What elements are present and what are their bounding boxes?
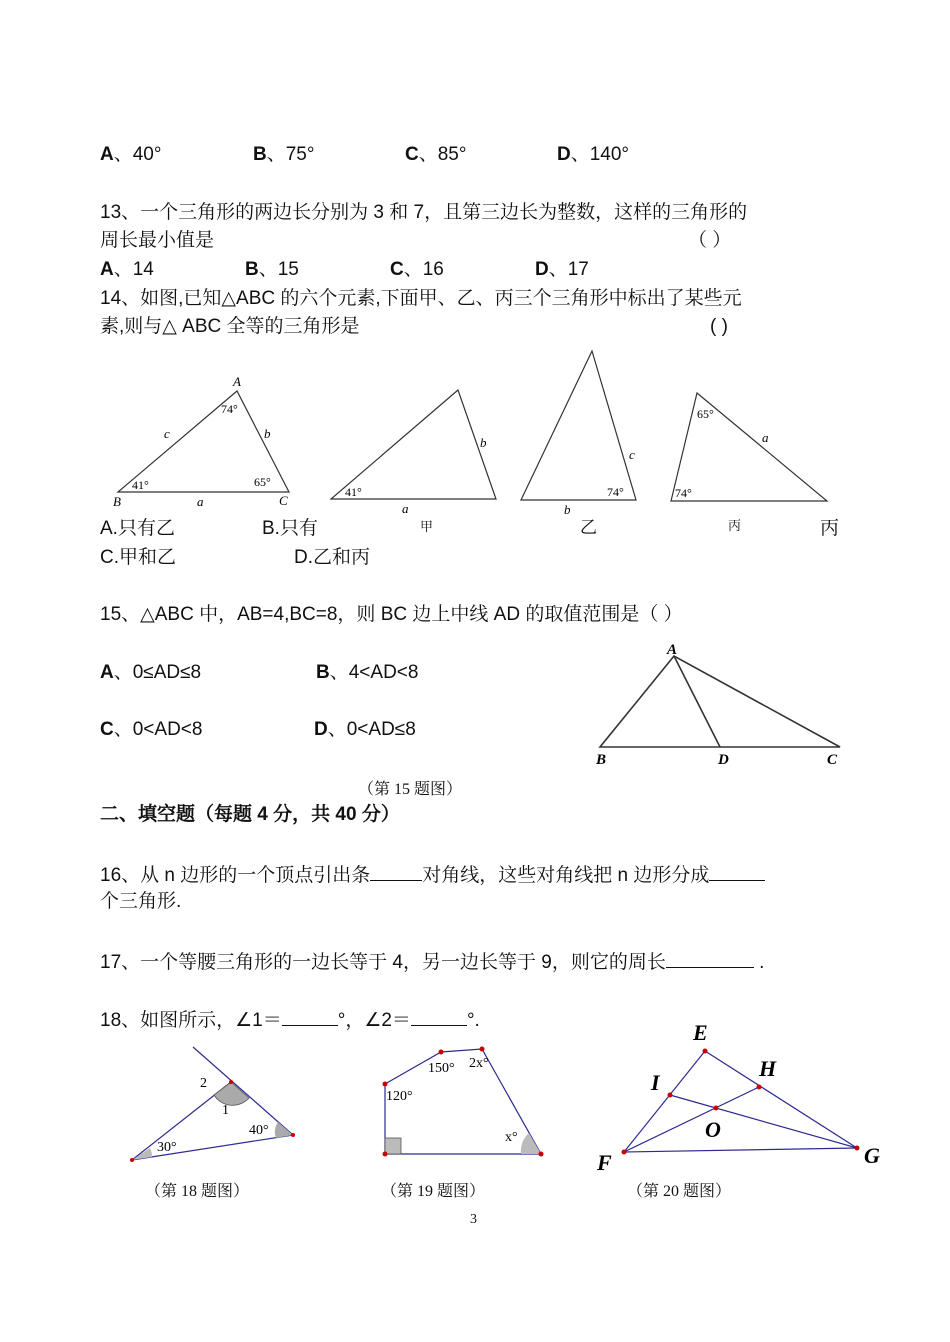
fig20-caption: （第 20 题图） bbox=[627, 1183, 732, 1200]
q12-option-b: B、75° bbox=[253, 144, 315, 165]
label-c: c bbox=[629, 447, 635, 462]
label-b: b bbox=[564, 502, 571, 517]
section-2-heading: 二、填空题（每题 4 分，共 40 分） bbox=[100, 804, 400, 825]
fig19-caption: （第 19 题图） bbox=[381, 1183, 486, 1200]
q15-option-d: D、0<AD≤8 bbox=[314, 719, 416, 740]
q13-answer-paren: （ ） bbox=[688, 230, 732, 251]
q14-option-b: B.只有 bbox=[262, 518, 318, 539]
q14-option-b-tail: 丙 bbox=[820, 518, 840, 539]
q14-fig-name-yi: 乙 bbox=[580, 518, 597, 537]
label-D: D bbox=[718, 752, 729, 768]
q15-caption: （第 15 题图） bbox=[358, 781, 463, 798]
angle-2x: 2x° bbox=[469, 1056, 489, 1071]
q14-option-a: A.只有乙 bbox=[100, 518, 175, 539]
q12-option-d: D、140° bbox=[557, 144, 630, 165]
label-B: B bbox=[596, 752, 607, 768]
label-2: 2 bbox=[200, 1076, 207, 1091]
q16-line2: 个三角形. bbox=[100, 891, 182, 912]
angle-B: 41° bbox=[132, 478, 149, 492]
angle-40: 40° bbox=[249, 1123, 269, 1138]
angle-74: 74° bbox=[675, 486, 692, 500]
q14-stem-line1: 14、如图,已知△ABC 的六个元素,下面甲、乙、丙三个三角形中标出了某些元 bbox=[100, 288, 742, 309]
page-number: 3 bbox=[470, 1212, 477, 1227]
angle-x: x° bbox=[505, 1130, 518, 1145]
label-B: B bbox=[113, 494, 121, 509]
angle-C: 65° bbox=[254, 475, 271, 489]
q13-option-c: C、16 bbox=[390, 259, 444, 280]
label-O: O bbox=[705, 1117, 721, 1142]
q15-option-a: A、0≤AD≤8 bbox=[100, 662, 202, 683]
q18-line: 18、如图所示，∠1＝ °，∠2＝ °. bbox=[100, 1005, 480, 1034]
label-a: a bbox=[402, 501, 409, 516]
angle-30: 30° bbox=[157, 1140, 177, 1155]
q13-stem-line1: 13、一个三角形的两边长分别为 3 和 7，且第三边长为整数，这样的三角形的 bbox=[100, 202, 748, 223]
label-H: H bbox=[759, 1056, 777, 1081]
q15-option-c: C、0<AD<8 bbox=[100, 719, 203, 740]
q17-line: 17、一个等腰三角形的一边长等于 4，另一边长等于 9，则它的周长 . bbox=[100, 947, 764, 976]
label-C: C bbox=[279, 493, 288, 508]
q13-option-b: B、15 bbox=[245, 259, 299, 280]
label-A: A bbox=[667, 642, 678, 658]
q14-fig-name-jia: 甲 bbox=[420, 519, 434, 534]
label-I: I bbox=[651, 1070, 660, 1095]
angle-65: 65° bbox=[697, 407, 714, 421]
angle-41: 41° bbox=[345, 485, 362, 499]
label-b: b bbox=[480, 435, 487, 450]
angle-120: 120° bbox=[386, 1089, 413, 1104]
label-C: C bbox=[827, 752, 838, 768]
q14-answer-paren: ( ) bbox=[710, 316, 728, 337]
q16-line1: 16、从 n 边形的一个顶点引出条 对角线，这些对角线把 n 边形分成 bbox=[100, 860, 765, 889]
q14-option-d: D.乙和丙 bbox=[294, 547, 371, 568]
label-1: 1 bbox=[222, 1103, 229, 1118]
angle-150: 150° bbox=[428, 1061, 455, 1076]
label-E: E bbox=[693, 1020, 708, 1045]
q13-option-d: D、17 bbox=[535, 259, 589, 280]
q12-option-c: C、85° bbox=[405, 144, 467, 165]
label-a: a bbox=[197, 494, 204, 509]
q14-stem-line2: 素,则与△ ABC 全等的三角形是 bbox=[100, 316, 360, 337]
label-G: G bbox=[864, 1143, 880, 1168]
q14-fig-name-bing: 丙 bbox=[728, 518, 742, 533]
label-a: a bbox=[762, 430, 769, 445]
fig18-caption: （第 18 题图） bbox=[145, 1183, 250, 1200]
angle-A: 74° bbox=[221, 402, 238, 416]
q13-option-a: A、14 bbox=[100, 259, 154, 280]
angle-74: 74° bbox=[607, 485, 624, 499]
q15-option-b: B、4<AD<8 bbox=[316, 662, 419, 683]
label-F: F bbox=[597, 1150, 612, 1175]
q15-stem: 15、△ABC 中，AB=4,BC=8，则 BC 边上中线 AD 的取值范围是（ ） bbox=[100, 604, 683, 625]
q14-option-c: C.甲和乙 bbox=[100, 547, 177, 568]
q13-stem-line2: 周长最小值是 bbox=[100, 230, 215, 251]
q12-option-a: A、40° bbox=[100, 144, 162, 165]
label-c: c bbox=[164, 426, 170, 441]
label-b: b bbox=[264, 426, 271, 441]
label-A: A bbox=[233, 374, 241, 389]
